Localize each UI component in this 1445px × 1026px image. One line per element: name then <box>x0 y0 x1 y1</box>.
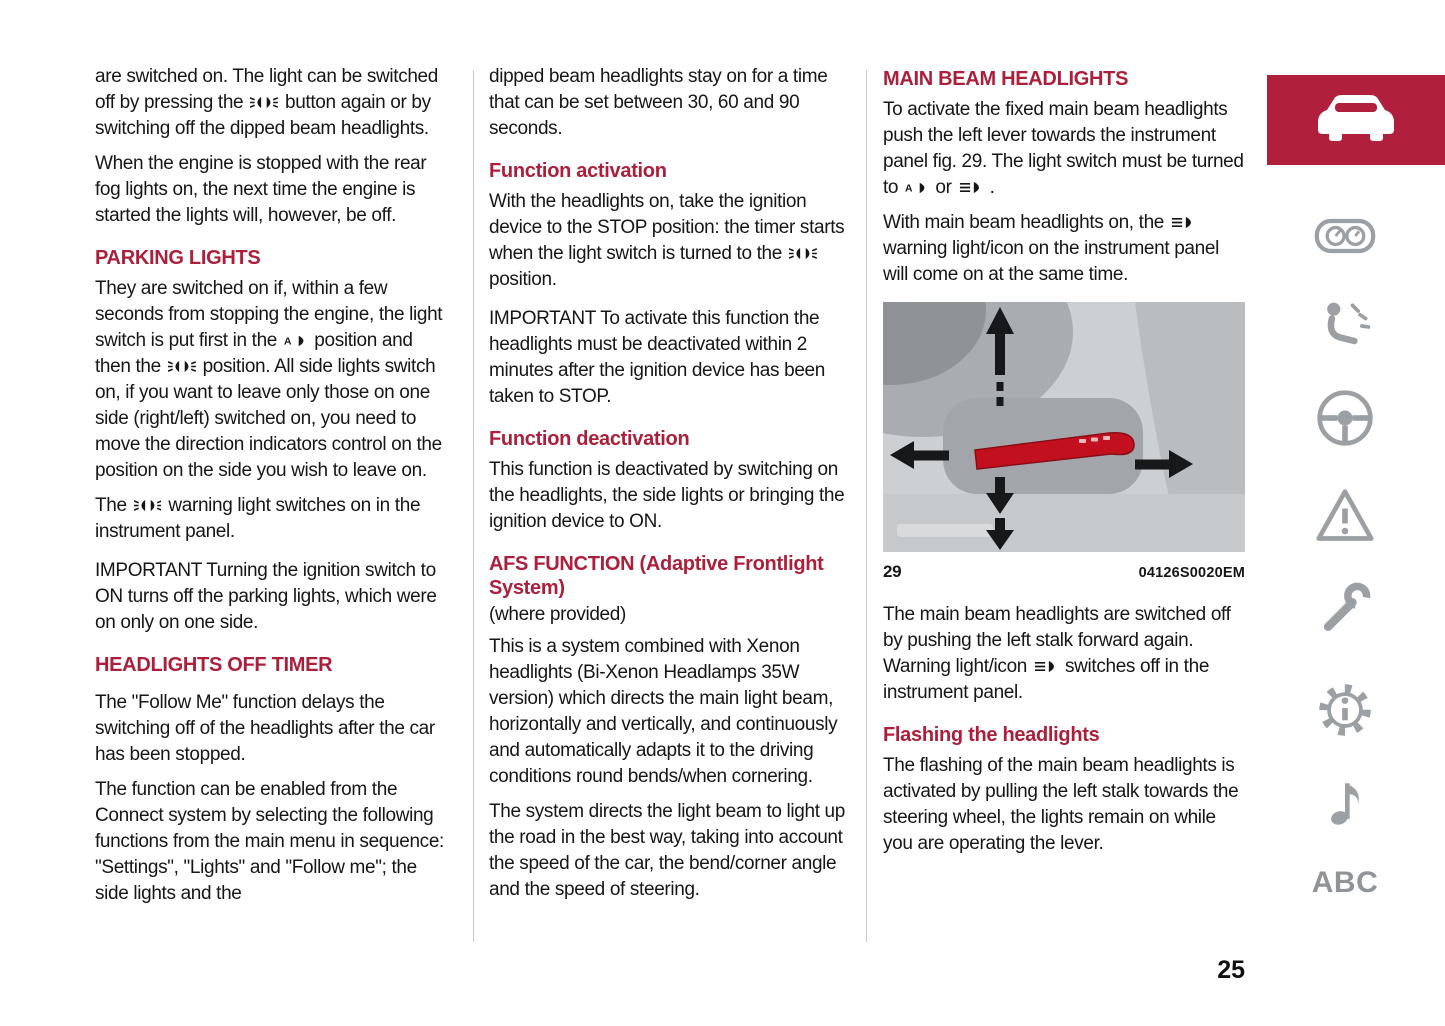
figure-caption <box>883 559 1245 586</box>
text-run: switches off in the instrument panel. <box>883 656 1210 703</box>
text-run: button again or by switching off the dipped beam headlights. <box>95 92 431 139</box>
main-beam-icon <box>1034 660 1058 673</box>
info-gear-icon <box>1311 680 1379 740</box>
paragraph <box>883 210 1245 288</box>
figure-29-image <box>883 302 1245 552</box>
text-run: With main beam headlights on, the <box>883 212 1169 233</box>
text-run: position. <box>489 269 557 290</box>
paragraph <box>95 493 451 545</box>
heading-main-beam-headlights: MAIN BEAM HEADLIGHTS <box>883 68 1129 90</box>
airbag-icon <box>1311 296 1379 356</box>
column-right <box>883 64 1245 866</box>
column-divider <box>473 70 474 942</box>
paragraph: This function is deactivated by switching on the headlights, the side lights or bringing the ignition device to ON. <box>489 459 845 532</box>
side-lights-icon <box>134 499 162 512</box>
paragraph: This is a system combined with Xenon headlights (Bi-Xenon Headlamps 35W version) which directs the main light beam, horizontally and vertically, and continuously and automatically adapts it to the driving conditions round bends/when cornering. <box>489 636 838 787</box>
figure-number: 29 <box>883 562 902 581</box>
column-left <box>95 64 451 916</box>
warning-triangle-icon <box>1311 486 1379 546</box>
wrench-icon <box>1311 578 1379 638</box>
heading-function-activation: Function activation <box>489 160 667 182</box>
important-note: IMPORTANT Turning the ignition switch to ON turns off the parking lights, which were on only on one side. <box>95 560 437 633</box>
heading-parking-lights: PARKING LIGHTS <box>95 247 261 269</box>
car-icon <box>1308 88 1404 153</box>
heading-function-deactivation: Function deactivation <box>489 428 690 450</box>
text-run: are switched on. The light can be switched off by pressing the <box>95 66 438 113</box>
chapter-banner <box>1267 75 1445 165</box>
paragraph <box>95 64 451 142</box>
text-run: position. All side lights switch on, if you want to leave only those on one side (right/left) switched on, you need to move the direction indicators control on the position on the side you wish to leave on. <box>95 356 442 481</box>
side-lights-icon <box>789 247 817 260</box>
text-run: position and then the <box>95 330 413 377</box>
paragraph <box>95 276 451 484</box>
music-note-icon <box>1311 772 1379 832</box>
text-run: or <box>930 177 957 198</box>
text-run: With the headlights on, take the ignition device to the STOP position: the timer starts when the light switch is turned to the <box>489 191 845 264</box>
column-divider <box>866 70 867 942</box>
paragraph <box>883 97 1245 201</box>
paragraph <box>883 602 1245 706</box>
paragraph: The function can be enabled from the Connect system by selecting the following functions from the main menu in sequence: "Settings", "Lights" and "Follow me"; the side lights and the <box>95 779 444 904</box>
main-beam-icon <box>1171 216 1195 229</box>
text-run: warning light switches on in the instrument panel. <box>95 495 421 542</box>
text-run: The main beam headlights are switched off by pushing the left stalk forward again. Warning light/icon <box>883 604 1231 677</box>
paragraph: The system directs the light beam to light up the road in the best way, taking into account the speed of the car, the bend/corner angle and the speed of steering. <box>489 801 845 900</box>
side-lights-icon <box>250 96 278 109</box>
text-run: To activate the fixed main beam headlights push the left lever towards the instrument panel fig. 29. The light switch must be turned to <box>883 99 1244 198</box>
text-run: warning light/icon on the instrument panel will come on at the same time. <box>883 238 1219 285</box>
main-beam-icon <box>959 181 983 194</box>
svg-text:A: A <box>905 183 913 194</box>
figure-code: 04126S0020EM <box>1138 565 1245 581</box>
steering-wheel-icon <box>1311 388 1379 448</box>
text-run: They are switched on if, within a few seconds from stopping the engine, the light switch is put first in the <box>95 278 443 351</box>
heading-afs-function: AFS FUNCTION (Adaptive Frontlight System) <box>489 553 824 599</box>
heading-flashing-the-headlights: Flashing the headlights <box>883 724 1100 746</box>
abc-label: ABC <box>1311 866 1379 899</box>
text-run: . <box>984 177 995 198</box>
auto-headlamp-icon <box>284 334 307 347</box>
paragraph <box>489 189 847 293</box>
instrument-cluster-icon <box>1311 206 1379 266</box>
side-lights-icon <box>168 360 196 373</box>
text-run: The <box>95 495 132 516</box>
svg-text:A: A <box>283 336 292 347</box>
auto-headlamp-icon <box>905 181 928 194</box>
important-note: IMPORTANT To activate this function the headlights must be deactivated within 2 minutes after the ignition device has been taken to STOP. <box>489 308 825 407</box>
column-middle <box>489 64 847 912</box>
paragraph: When the engine is stopped with the rear fog lights on, the next time the engine is started the lights will, however, be off. <box>95 153 427 226</box>
page-number: 25 <box>1217 956 1245 984</box>
paragraph: dipped beam headlights stay on for a time that can be set between 30, 60 and 90 seconds. <box>489 66 828 139</box>
paragraph: The "Follow Me" function delays the switching off of the headlights after the car has been stopped. <box>95 692 435 765</box>
paragraph: The flashing of the main beam headlights is activated by pulling the left stalk towards the steering wheel, the lights remain on while you are operating the lever. <box>883 755 1239 854</box>
paragraph: (where provided) <box>489 604 626 625</box>
heading-headlights-off-timer: HEADLIGHTS OFF TIMER <box>95 654 333 676</box>
